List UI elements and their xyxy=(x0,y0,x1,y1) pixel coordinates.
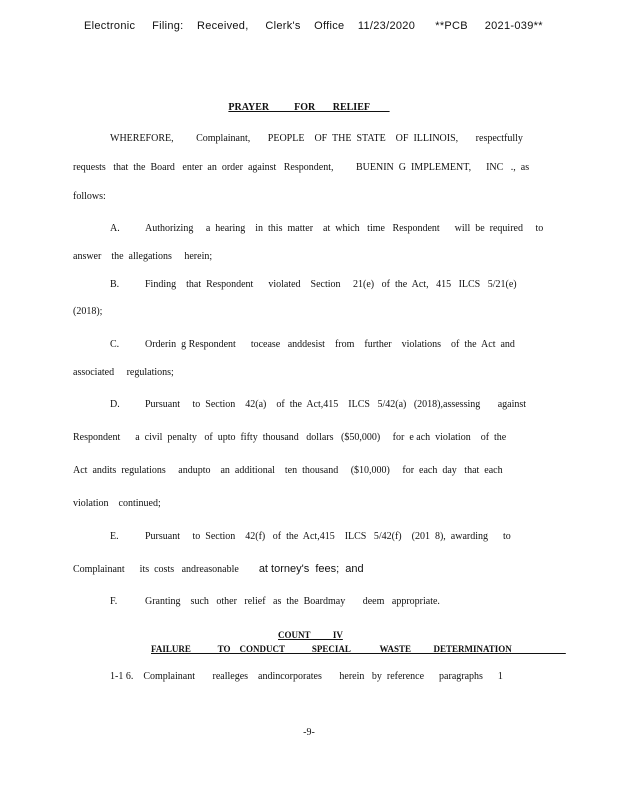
item-e-line-2-part-1: Complainant its costs andreasonable xyxy=(73,564,259,575)
item-e-line-2-part-2: at torney's fees; and xyxy=(258,563,364,575)
count-iv-title: COUNT IV xyxy=(278,630,343,640)
item-d-line-1: Pursuant to Section 42(a) of the Act,415 ILCS 5/42(a) (2018),assessing against xyxy=(145,399,527,410)
item-a-line-2: answer the allegations herein; xyxy=(73,251,213,262)
item-b-line-2: (2018); xyxy=(73,306,103,317)
item-e-line-2 xyxy=(73,563,364,575)
item-d-line-3: Act andits regulations andupto an additional ten thousand ($10,000) for each day that each xyxy=(73,465,503,476)
item-d-line-2: Respondent a civil penalty of upto fifty thousand dollars ($50,000) for e ach violation of the xyxy=(73,432,507,443)
filing-header: Electronic Filing: Received, Clerk's Office 11/23/2020 **PCB 2021-039** xyxy=(84,20,543,32)
item-c-line-1: Orderin g Respondent tocease anddesist from further violations of the Act and xyxy=(145,339,515,350)
wherefore-line-1: WHEREFORE, Complainant, PEOPLE OF THE STATE OF ILLINOIS, respectfully xyxy=(110,133,523,144)
item-b-line-1: Finding that Respondent violated Section 21(e) of the Act, 415 ILCS 5/21(e) xyxy=(145,279,517,290)
item-f-letter: F. xyxy=(110,596,118,607)
page-number: -9- xyxy=(303,727,315,738)
item-c-line-2: associated regulations; xyxy=(73,367,174,378)
wherefore-line-3: follows: xyxy=(73,191,106,202)
item-d-letter: D. xyxy=(110,399,120,410)
item-e-line-1: Pursuant to Section 42(f) of the Act,415 ILCS 5/42(f) (201 8), awarding to xyxy=(145,531,511,542)
item-e-letter: E. xyxy=(110,531,119,542)
prayer-for-relief-heading: PRAYER FOR RELIEF xyxy=(228,102,390,113)
wherefore-line-2: requests that the Board enter an order against Respondent, BUENIN G IMPLEMENT, INC ., as xyxy=(73,162,530,173)
closing-paragraph-line-1: 1-1 6. Complainant realleges andincorporates herein by reference paragraphs 1 xyxy=(110,671,503,682)
item-a-line-1: Authorizing a hearing in this matter at which time Respondent will be required to xyxy=(145,223,544,234)
item-f-line-1: Granting such other relief as the Boardmay deem appropriate. xyxy=(145,596,440,607)
item-a-letter: A. xyxy=(110,223,120,234)
item-d-line-4: violation continued; xyxy=(73,498,161,509)
item-c-letter: C. xyxy=(110,339,120,350)
item-b-letter: B. xyxy=(110,279,120,290)
count-iv-subtitle: FAILURE TO CONDUCT SPECIAL WASTE DETERMINATION xyxy=(151,644,566,654)
